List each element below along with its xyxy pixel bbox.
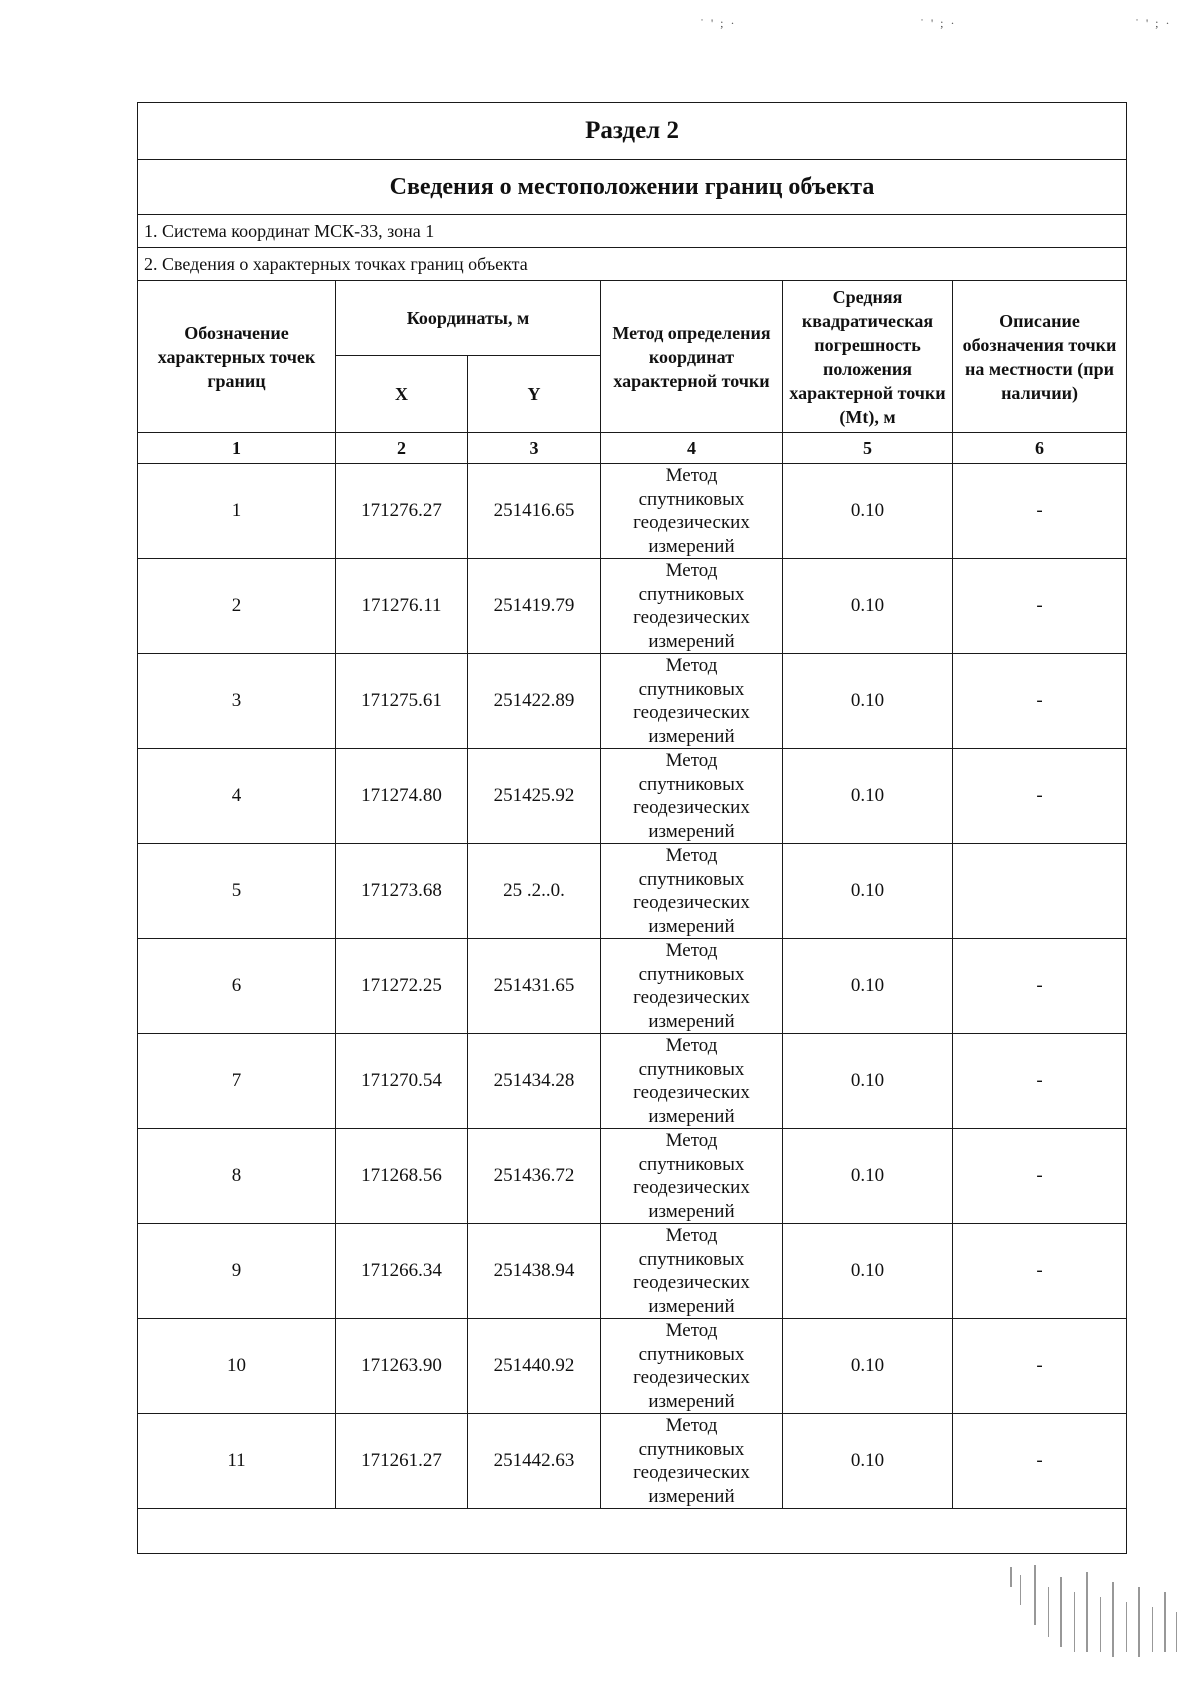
scan-speck: ˙ ' ; · [1135, 16, 1172, 30]
method-cell: Метод спутниковых геодезических измерений [601, 464, 783, 559]
column-number: 2 [336, 433, 468, 464]
boundary-points-table [137, 102, 1127, 1554]
coord-y-cell: 25 .2..0. [468, 844, 601, 939]
column-number: 3 [468, 433, 601, 464]
accuracy-cell: 0.10 [783, 1034, 953, 1129]
coord-x-cell: 171275.61 [336, 654, 468, 749]
coord-y-cell: 251422.89 [468, 654, 601, 749]
accuracy-cell: 0.10 [783, 1414, 953, 1509]
coord-x-cell: 171266.34 [336, 1224, 468, 1319]
header-point-designation: Обозначение характерных точек границ [138, 281, 336, 433]
accuracy-cell: 0.10 [783, 844, 953, 939]
table-row [138, 1034, 1127, 1129]
point-number-cell: 6 [138, 939, 336, 1034]
point-number-cell: 1 [138, 464, 336, 559]
coord-y-cell: 251416.65 [468, 464, 601, 559]
accuracy-cell: 0.10 [783, 749, 953, 844]
table-row [138, 559, 1127, 654]
point-number-cell: 7 [138, 1034, 336, 1129]
coord-x-cell: 171276.11 [336, 559, 468, 654]
accuracy-cell: 0.10 [783, 1224, 953, 1319]
coord-y-cell: 251431.65 [468, 939, 601, 1034]
method-cell: Метод спутниковых геодезических измерений [601, 1034, 783, 1129]
table-row [138, 1224, 1127, 1319]
coord-x-cell: 171268.56 [336, 1129, 468, 1224]
coord-x-cell: 171272.25 [336, 939, 468, 1034]
description-cell: - [953, 559, 1127, 654]
scan-noise-mark [990, 1557, 1190, 1667]
coord-y-cell: 251436.72 [468, 1129, 601, 1224]
section-subtitle: Сведения о местоположении границ объекта [138, 160, 1127, 215]
table-row [138, 939, 1127, 1034]
point-number-cell: 2 [138, 559, 336, 654]
scan-speck: ˙ ' ; · [700, 16, 737, 30]
accuracy-cell: 0.10 [783, 1129, 953, 1224]
method-cell: Метод спутниковых геодезических измерений [601, 1129, 783, 1224]
coord-x-cell: 171261.27 [336, 1414, 468, 1509]
point-number-cell: 3 [138, 654, 336, 749]
table-footer-row [138, 1509, 1127, 1554]
coord-y-cell: 251438.94 [468, 1224, 601, 1319]
table-row [138, 1129, 1127, 1224]
accuracy-cell: 0.10 [783, 654, 953, 749]
scan-speck: ˙ ' ; · [920, 16, 957, 30]
header-accuracy: Средняя квадратическая погрешность положения характерной точки (Mt), м [783, 281, 953, 433]
column-number: 6 [953, 433, 1127, 464]
table-body [138, 464, 1127, 1509]
table-row [138, 654, 1127, 749]
method-cell: Метод спутниковых геодезических измерений [601, 939, 783, 1034]
description-cell: - [953, 1129, 1127, 1224]
header-method: Метод определения координат характерной точки [601, 281, 783, 433]
coord-x-cell: 171274.80 [336, 749, 468, 844]
coord-x-cell: 171276.27 [336, 464, 468, 559]
header-coordinates: Координаты, м [336, 281, 601, 356]
description-cell: - [953, 939, 1127, 1034]
coord-y-cell: 251442.63 [468, 1414, 601, 1509]
description-cell: - [953, 654, 1127, 749]
method-cell: Метод спутниковых геодезических измерений [601, 1224, 783, 1319]
column-number: 5 [783, 433, 953, 464]
column-number: 1 [138, 433, 336, 464]
accuracy-cell: 0.10 [783, 1319, 953, 1414]
table-row [138, 749, 1127, 844]
coord-y-cell: 251425.92 [468, 749, 601, 844]
header-x: X [336, 356, 468, 433]
method-cell: Метод спутниковых геодезических измерений [601, 749, 783, 844]
coord-x-cell: 171270.54 [336, 1034, 468, 1129]
method-cell: Метод спутниковых геодезических измерений [601, 559, 783, 654]
section-title: Раздел 2 [138, 103, 1127, 160]
coord-y-cell: 251434.28 [468, 1034, 601, 1129]
point-number-cell: 9 [138, 1224, 336, 1319]
document-sheet [137, 102, 1126, 1554]
point-number-cell: 11 [138, 1414, 336, 1509]
method-cell: Метод спутниковых геодезических измерений [601, 844, 783, 939]
empty-footer-cell [138, 1509, 1127, 1554]
method-cell: Метод спутниковых геодезических измерений [601, 1319, 783, 1414]
coord-x-cell: 171263.90 [336, 1319, 468, 1414]
method-cell: Метод спутниковых геодезических измерений [601, 1414, 783, 1509]
description-cell: - [953, 1224, 1127, 1319]
table-row [138, 1414, 1127, 1509]
description-cell [953, 844, 1127, 939]
method-cell: Метод спутниковых геодезических измерений [601, 654, 783, 749]
coord-y-cell: 251440.92 [468, 1319, 601, 1414]
point-number-cell: 8 [138, 1129, 336, 1224]
column-number: 4 [601, 433, 783, 464]
header-description: Описание обозначения точки на местности (при наличии) [953, 281, 1127, 433]
table-row [138, 464, 1127, 559]
description-cell: - [953, 1034, 1127, 1129]
column-numbers-row [138, 433, 1127, 464]
point-number-cell: 4 [138, 749, 336, 844]
description-cell: - [953, 1414, 1127, 1509]
header-y: Y [468, 356, 601, 433]
coordinate-system: 1. Система координат МСК-33, зона 1 [138, 215, 1127, 248]
accuracy-cell: 0.10 [783, 464, 953, 559]
table-row [138, 844, 1127, 939]
table-row [138, 1319, 1127, 1414]
points-intro: 2. Сведения о характерных точках границ объекта [138, 248, 1127, 281]
accuracy-cell: 0.10 [783, 939, 953, 1034]
point-number-cell: 5 [138, 844, 336, 939]
description-cell: - [953, 749, 1127, 844]
description-cell: - [953, 1319, 1127, 1414]
coord-x-cell: 171273.68 [336, 844, 468, 939]
coord-y-cell: 251419.79 [468, 559, 601, 654]
description-cell: - [953, 464, 1127, 559]
accuracy-cell: 0.10 [783, 559, 953, 654]
point-number-cell: 10 [138, 1319, 336, 1414]
